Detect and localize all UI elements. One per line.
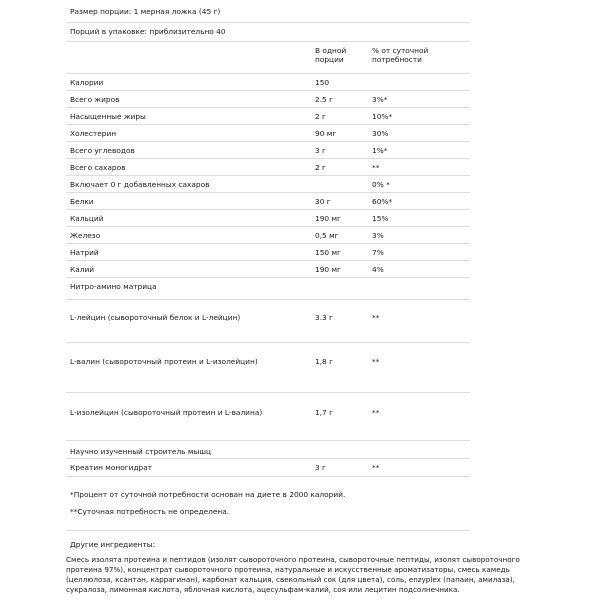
nitro-matrix-title: Нитро-амино матрица <box>70 282 157 291</box>
nutrition-facts-sheet <box>66 0 538 600</box>
nutrient-value: 150 мг <box>315 248 341 257</box>
nutrient-row <box>66 260 470 278</box>
nutrient-name: Холестерин <box>70 129 117 138</box>
nutrient-name: Натрий <box>70 248 99 257</box>
nutrient-pct: 0% * <box>372 180 390 189</box>
ingredients-text: Смесь изолята протеина и пептидов (изолят сывороточного протеина, сывороточные пептиды, изолят сывороточного протеина 97%), концентрат сывороточного протеина, натуральные и искусственные ароматизаторы, смесь камедь (целлюлоза, ксантан, каррагинан), карбонат кальция, свекольный сок (для цвета), соль, enzyplex (папаин, амилаза), сукралоза, лимонная кислота, яблочная кислота, ацесульфам-калий, соя или лецитин подсолнечника. <box>66 555 520 594</box>
nutrient-row <box>66 192 470 210</box>
nutrient-name: Белки <box>70 197 94 206</box>
nutrient-value: 3 г <box>315 146 326 155</box>
nutrient-value: 190 мг <box>315 214 341 223</box>
muscle-builder-title-row <box>66 440 470 459</box>
nutrient-row <box>66 243 470 261</box>
nutrient-pct: 3% <box>372 231 384 240</box>
nutrient-pct: 4% <box>372 265 384 274</box>
amino-row <box>66 299 470 343</box>
creatine-row <box>66 458 470 477</box>
nutrient-pct: ** <box>372 163 380 172</box>
not-established-footnote: **Суточная потребность не определена. <box>70 507 230 516</box>
nutrient-name: Кальций <box>70 214 104 223</box>
ingredients-divider <box>66 530 470 531</box>
nutrient-pct: 60%* <box>372 197 393 206</box>
amino-name: L-лейцин (сывороточный белок и L-лейцин) <box>70 313 241 322</box>
nutrient-pct: 3%* <box>372 95 388 104</box>
nutrient-value: 190 мг <box>315 265 341 274</box>
nutrient-value: 0,5 мг <box>315 231 339 240</box>
nutrient-row <box>66 175 470 193</box>
nutrient-name: Всего углеводов <box>70 146 135 155</box>
nutrient-name: Железо <box>70 231 101 240</box>
ingredients-title: Другие ингредиенты: <box>70 540 156 549</box>
nutrient-value: 2.5 г <box>315 95 333 104</box>
amino-name: L-изолейцин (сывороточный протеин и L-валина) <box>70 408 263 417</box>
nutrient-name: Всего сахаров <box>70 163 126 172</box>
nitro-matrix-title-row <box>66 277 470 300</box>
nutrient-value: 150 <box>315 78 330 87</box>
serving-size-text: Размер порции: 1 мерная ложка (45 г) <box>70 7 221 16</box>
nutrient-pct: 15% <box>372 214 389 223</box>
daily-value-footnote: *Процент от суточной потребности основан на диете в 2000 калорий. <box>70 490 346 499</box>
servings-per-container-row <box>66 22 470 42</box>
nutrient-row <box>66 107 470 125</box>
nutrient-row <box>66 124 470 142</box>
amino-value: 3.3 г <box>315 313 333 322</box>
amino-name: L-валин (сывороточный протеин и L-изолейцин) <box>70 357 258 366</box>
nutrient-row <box>66 226 470 244</box>
creatine-value: 3 г <box>315 463 326 472</box>
amino-pct: ** <box>372 408 380 417</box>
nutrient-row <box>66 209 470 227</box>
column-headers-row <box>66 41 470 74</box>
amino-pct: ** <box>372 313 380 322</box>
amino-pct: ** <box>372 357 380 366</box>
nutrient-name: Всего жиров <box>70 95 120 104</box>
nutrient-name: Калории <box>70 78 104 87</box>
amino-row <box>66 342 470 393</box>
daily-value-header: % от суточной потребности <box>372 46 429 64</box>
nutrient-value: 30 г <box>315 197 331 206</box>
amino-row <box>66 392 470 441</box>
nutrient-pct: 7% <box>372 248 384 257</box>
nutrient-value: 2 г <box>315 112 326 121</box>
amino-value: 1,8 г <box>315 357 333 366</box>
amino-value: 1,7 г <box>315 408 333 417</box>
servings-per-container-text: Порций в упаковке: приблизительно 40 <box>70 27 226 36</box>
nutrient-pct: 10%* <box>372 112 393 121</box>
nutrient-name: Калий <box>70 265 95 274</box>
nutrient-pct: 30% <box>372 129 389 138</box>
nutrient-name: Включает 0 г добавленных сахаров <box>70 180 210 189</box>
nutrient-row <box>66 158 470 176</box>
per-serving-header: В одной порции <box>315 46 347 64</box>
creatine-name: Креатин моногидрат <box>70 463 153 472</box>
nutrient-name: Насыщенные жиры <box>70 112 146 121</box>
serving-size-row <box>66 0 470 23</box>
nutrient-value: 2 г <box>315 163 326 172</box>
muscle-builder-title: Научно изученный строитель мышц <box>70 447 212 456</box>
nutrient-row <box>66 73 470 91</box>
nutrient-value: 90 мг <box>315 129 337 138</box>
creatine-pct: ** <box>372 463 380 472</box>
nutrient-row <box>66 90 470 108</box>
nutrient-pct: 1%* <box>372 146 388 155</box>
nutrient-row <box>66 141 470 159</box>
